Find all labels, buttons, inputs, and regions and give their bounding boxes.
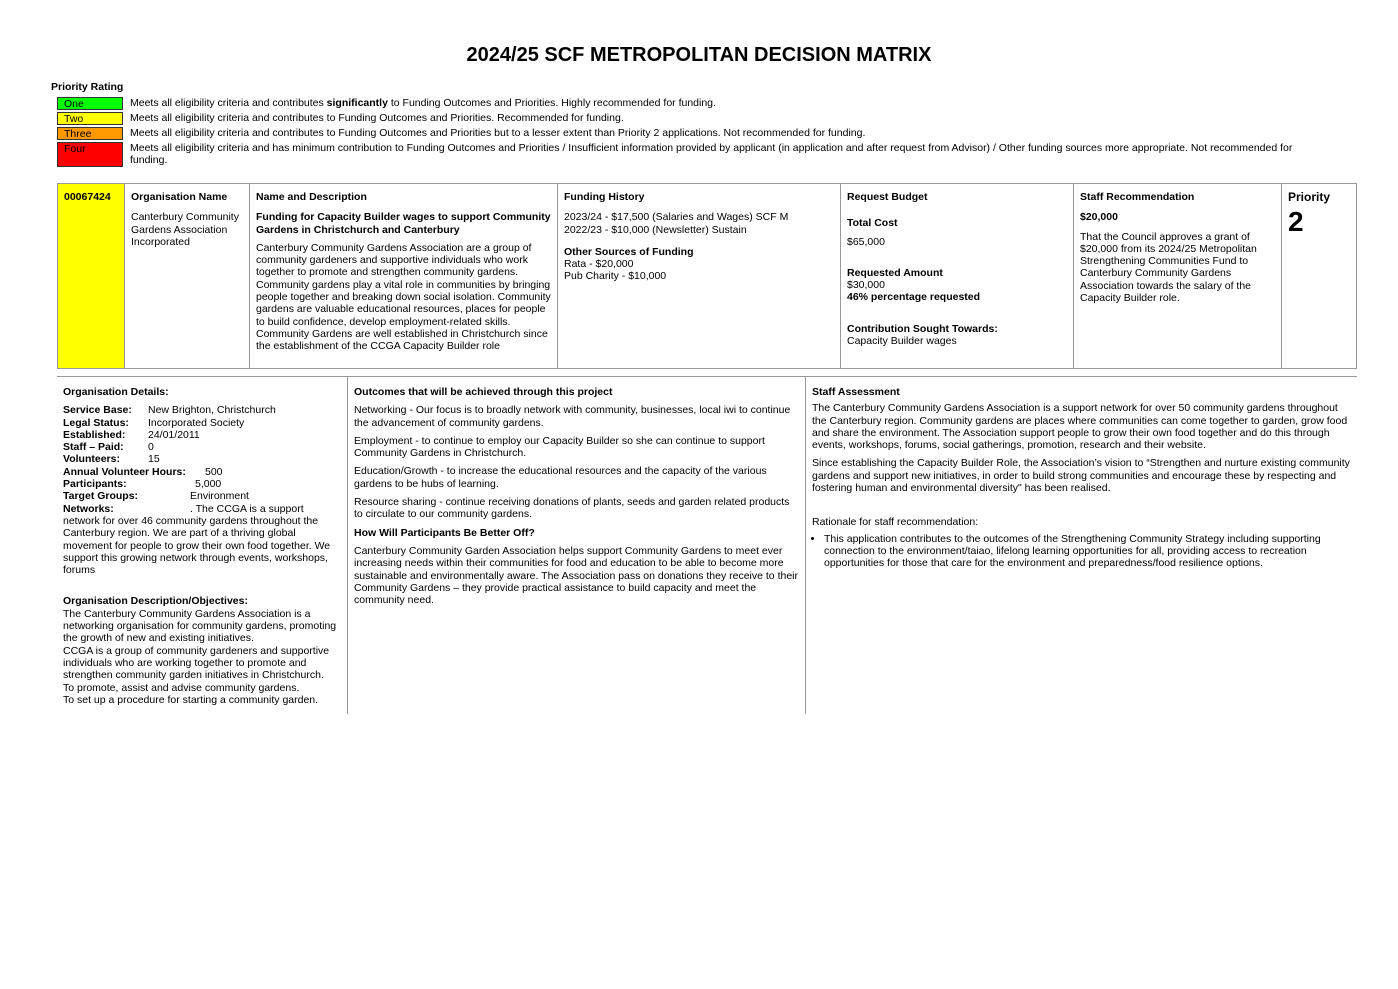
annual-hours: 500 bbox=[205, 465, 223, 478]
total-cost: $65,000 bbox=[847, 235, 885, 248]
rationale-list bbox=[812, 533, 1351, 570]
org-name-cell bbox=[125, 184, 250, 368]
other-source-item: Rata - $20,000 bbox=[564, 258, 634, 271]
established-label: Established: bbox=[63, 428, 126, 441]
staff-recommendation-text: That the Council approves a grant of $20,000 from its 2024/25 Metropolitan Strengthening Communities Fund to Canterbury Community Gardens Association towards the salary of the Capacity Builder role. bbox=[1080, 230, 1257, 305]
service-base-label: Service Base: bbox=[63, 404, 132, 417]
priority-row-four bbox=[57, 142, 1317, 167]
staff-assessment-heading: Staff Assessment bbox=[812, 386, 900, 398]
request-budget-header: Request Budget bbox=[847, 191, 928, 203]
volunteers: 15 bbox=[148, 453, 160, 466]
priority-cell bbox=[1282, 184, 1356, 368]
org-name: Canterbury Community Gardens Association Incorporated bbox=[131, 211, 239, 248]
contribution-label: Contribution Sought Towards: bbox=[847, 322, 998, 335]
name-description-header: Name and Description bbox=[256, 191, 367, 203]
outcome-item: Employment - to continue to employ our Capacity Builder so she can continue to support Community Gardens in Christchurch. bbox=[354, 434, 765, 460]
request-budget-cell bbox=[841, 184, 1074, 368]
outcome-item: Education/Growth - to increase the educational resources and the capacity of the various gardens to be hubs of learning. bbox=[354, 465, 767, 490]
participants-label: Participants: bbox=[63, 478, 127, 491]
funding-history-item: 2022/23 - $10,000 (Newsletter) Sustain bbox=[564, 223, 747, 236]
better-off-heading: How Will Participants Be Better Off? bbox=[354, 526, 535, 539]
other-sources-header: Other Sources of Funding bbox=[564, 245, 694, 258]
priority-desc-four: Meets all eligibility criteria and has minimum contribution to Funding Outcomes and Priorities / Insufficient information provided by applicant (in application and after request from Advisor) / Other funding sources more appropriate. Not recommended for funding. bbox=[130, 142, 1293, 166]
target-groups-label: Target Groups: bbox=[63, 490, 139, 503]
funding-history-header: Funding History bbox=[564, 191, 645, 203]
priority-row-three bbox=[57, 127, 1317, 140]
networks: . The CCGA is a support network for over 46 community gardens throughout the Canterbury region. We are part of a thriving global movement for people to grow their own food together. We support this growing network through events, workshops, forums bbox=[63, 502, 331, 577]
staff-assessment-para: Since establishing the Capacity Builder Role, the Association’s vision to “Strengthen and nurture existing community gardens and support new initiatives, in order to build strong communities and encourage these by respecting and fostering human and environmental diversity" has been realised. bbox=[812, 457, 1350, 495]
total-cost-label: Total Cost bbox=[847, 217, 898, 230]
legal-status-label: Legal Status: bbox=[63, 416, 129, 429]
org-name-header: Organisation Name bbox=[131, 191, 228, 203]
org-description-line: To promote, assist and advise community gardens. bbox=[63, 681, 300, 694]
priority-legend bbox=[57, 97, 1317, 169]
project-description: Canterbury Community Gardens Association are a group of community gardeners and supportive individuals who work together to promote and strengthen community gardens. Community gardens play a vital role in communities by bringing people together and breaking down social isolation. Community gardens are valuable educational resources, places for people to build confidence, develop employment-related skills. Community Gardens are well established in Christchurch since the establishment of the CCGA Capacity Builder role bbox=[256, 241, 551, 353]
priority-row-one bbox=[57, 97, 1317, 110]
priority-rating-heading: Priority Rating bbox=[51, 81, 124, 93]
established: 24/01/2011 bbox=[148, 428, 200, 441]
annual-hours-label: Annual Volunteer Hours: bbox=[63, 465, 186, 478]
rationale-item: • This application contributes to the outcomes of the Strengthening Community Strategy including supporting connection to the environment/taiao, lifelong learning opportunities for all, providing access to recreation opportunities for those that care for the environment and preparedness/food resilience options. bbox=[824, 533, 1351, 570]
staff-paid-label: Staff – Paid: bbox=[63, 441, 124, 454]
org-details-heading: Organisation Details: bbox=[63, 386, 169, 398]
priority-desc-three: Meets all eligibility criteria and contributes to Funding Outcomes and Priorities but to a lesser extent than Priority 2 applications. Not recommended for funding. bbox=[130, 127, 866, 139]
outcome-item: Networking - Our focus is to broadly network with community, businesses, local iwi to continue the advancement of community gardens. bbox=[354, 404, 791, 429]
service-base: New Brighton, Christchurch bbox=[148, 404, 276, 417]
name-description-cell bbox=[250, 184, 558, 368]
application-id: 00067424 bbox=[64, 191, 111, 203]
percentage-requested: 46% percentage requested bbox=[847, 291, 981, 304]
outcome-item: Resource sharing - continue receiving donations of plants, seeds and garden related products to circulate to our community gardens. bbox=[354, 496, 790, 521]
priority-swatch-three: Three bbox=[57, 127, 123, 140]
networks-label: Networks: bbox=[63, 502, 114, 515]
details-section bbox=[57, 376, 1357, 714]
rationale-label: Rationale for staff recommendation: bbox=[812, 516, 979, 529]
project-title: Funding for Capacity Builder wages to support Community Gardens in Christchurch and Canterbury bbox=[256, 211, 551, 236]
org-description-heading: Organisation Description/Objectives: bbox=[63, 595, 248, 608]
priority-swatch-two: Two bbox=[57, 112, 123, 125]
other-source-item: Pub Charity - $10,000 bbox=[564, 270, 667, 283]
funding-history-cell bbox=[558, 184, 841, 368]
org-description-line: To set up a procedure for starting a community garden. bbox=[63, 693, 319, 706]
priority-value: 2 bbox=[1288, 206, 1304, 238]
outcomes-column bbox=[348, 377, 806, 714]
requested-amount-label: Requested Amount bbox=[847, 266, 943, 279]
funding-history-item: 2023/24 - $17,500 (Salaries and Wages) SCF M bbox=[564, 211, 789, 224]
org-description-line: The Canterbury Community Gardens Association is a networking organisation for community gardens, promoting the growth of new and existing initiatives. bbox=[63, 607, 337, 645]
priority-row-two bbox=[57, 112, 1317, 125]
better-off-text: Canterbury Community Garden Association helps support Community Gardens to meet ever increasing needs within their communities for food and education to be able to become more sustainable and environmentally aware. The Association pass on donations they receive to their Community Gardens – they provide practical assistance to build capacity and meet the community need. bbox=[354, 544, 798, 607]
requested-amount: $30,000 bbox=[847, 279, 885, 292]
target-groups: Environment bbox=[190, 490, 249, 503]
volunteers-label: Volunteers: bbox=[63, 453, 120, 466]
legal-status: Incorporated Society bbox=[148, 416, 245, 429]
priority-header: Priority bbox=[1288, 190, 1331, 204]
staff-paid: 0 bbox=[148, 441, 154, 454]
staff-assessment-column bbox=[806, 377, 1357, 714]
decision-matrix bbox=[57, 183, 1357, 369]
priority-desc-two: Meets all eligibility criteria and contributes to Funding Outcomes and Priorities. Recommended for funding. bbox=[130, 112, 624, 124]
contribution: Capacity Builder wages bbox=[847, 335, 957, 348]
page-title: 2024/25 SCF METROPOLITAN DECISION MATRIX bbox=[466, 44, 932, 66]
staff-assessment-para: The Canterbury Community Gardens Association is a support network for over 50 community gardens throughout the Canterbury region. Community gardens are places where communities can come together to garden, grow food and share the environment. The Association support people to grow their own food together and do this through events, workshops, forums, social gatherings, promotion, research and their website. bbox=[812, 402, 1348, 452]
priority-desc-one: Meets all eligibility criteria and contributes significantly to Funding Outcomes and Priorities. Highly recommended for funding. bbox=[130, 97, 716, 109]
staff-recommendation-header: Staff Recommendation bbox=[1080, 191, 1195, 203]
priority-swatch-one: One bbox=[57, 97, 123, 110]
application-id-cell bbox=[58, 184, 125, 368]
org-details-column bbox=[57, 377, 348, 714]
participants: 5,000 bbox=[195, 478, 222, 491]
staff-recommendation-amount: $20,000 bbox=[1080, 211, 1118, 224]
outcomes-heading: Outcomes that will be achieved through this project bbox=[354, 386, 613, 398]
staff-recommendation-cell bbox=[1074, 184, 1282, 368]
org-description-line: CCGA is a group of community gardeners and supportive individuals who are working together to promote and strengthen community garden initiatives in Christchurch. bbox=[63, 644, 330, 682]
priority-swatch-four: Four bbox=[57, 142, 123, 167]
